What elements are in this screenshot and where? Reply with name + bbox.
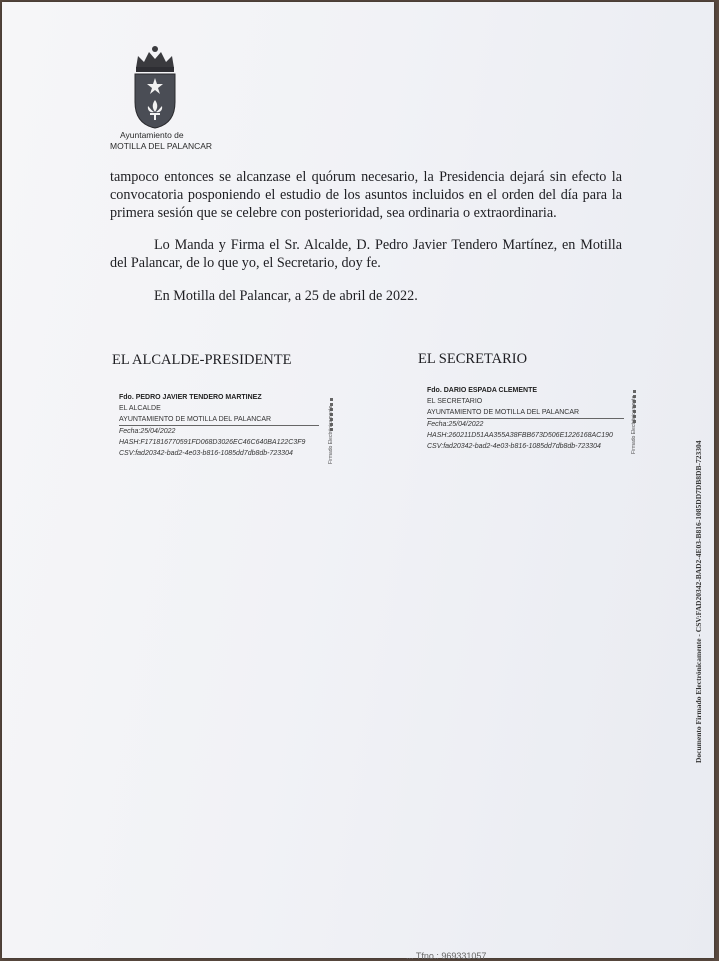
body-paragraph-2: Lo Manda y Firma el Sr. Alcalde, D. Pedro Javier Tendero Martínez, en Motilla del Palancar, de lo que yo, el Secretario, doy fe. <box>110 237 622 271</box>
secretario-hash: HASH:260211D51AA355A38FBB673D506E1226168AC190 <box>427 432 613 439</box>
secretario-entity: AYUNTAMIENTO DE MOTILLA DEL PALANCAR <box>427 407 624 419</box>
footer-contact: ... Tfno.: 969331057 <box>406 951 487 961</box>
alcalde-entity: AYUNTAMIENTO DE MOTILLA DEL PALANCAR <box>119 414 319 426</box>
alcalde-signature-block <box>119 392 319 459</box>
org-name-line1: Ayuntamiento de <box>120 130 184 140</box>
alcalde-stamp-text: Firmado Electrónicamente <box>328 405 334 464</box>
body-paragraph-1: tampoco entonces se alcanzase el quórum necesario, la Presidencia dejará sin efecto la convocatoria posponiendo el estudio de los asuntos incluidos en el orden del día para la primera sesión que se celebre con posterioridad, sea ordinaria o extraordinaria. <box>110 169 622 221</box>
org-name-line2: MOTILLA DEL PALANCAR <box>110 141 213 151</box>
body-paragraph-3: En Motilla del Palancar, a 25 de abril de 2022. <box>154 288 418 304</box>
secretario-signature-block <box>427 385 624 452</box>
alcalde-signer-name: Fdo. PEDRO JAVIER TENDERO MARTINEZ <box>119 394 262 401</box>
alcalde-hash: HASH:F171816770591FD068D3026EC46C640BA122C3F9 <box>119 439 306 446</box>
alcalde-csv: CSV:fad20342-bad2-4e03-b816-1085dd7db8db-723304 <box>119 450 293 457</box>
alcalde-date: Fecha:25/04/2022 <box>119 428 176 435</box>
secretario-stamp-text: Firmado Electrónicamente <box>631 395 637 454</box>
electronic-signature-side-note: Documento Firmado Electrónicamente - CSV:FAD20342-BAD2-4E03-B816-1085DD7DB8DB-723304 <box>694 440 703 763</box>
secretario-date: Fecha:25/04/2022 <box>427 421 484 428</box>
alcalde-role-title: EL ALCALDE-PRESIDENTE <box>112 352 292 368</box>
secretario-signer-name: Fdo. DARIO ESPADA CLEMENTE <box>427 387 538 394</box>
secretario-csv: CSV:fad20342-bad2-4e03-b816-1085dd7db8db-723304 <box>427 443 601 450</box>
secretario-role-title: EL SECRETARIO <box>418 351 528 367</box>
document-page <box>2 2 714 961</box>
secretario-position: EL SECRETARIO <box>427 398 483 405</box>
municipal-crest-icon <box>130 44 180 130</box>
alcalde-position: EL ALCALDE <box>119 405 161 412</box>
